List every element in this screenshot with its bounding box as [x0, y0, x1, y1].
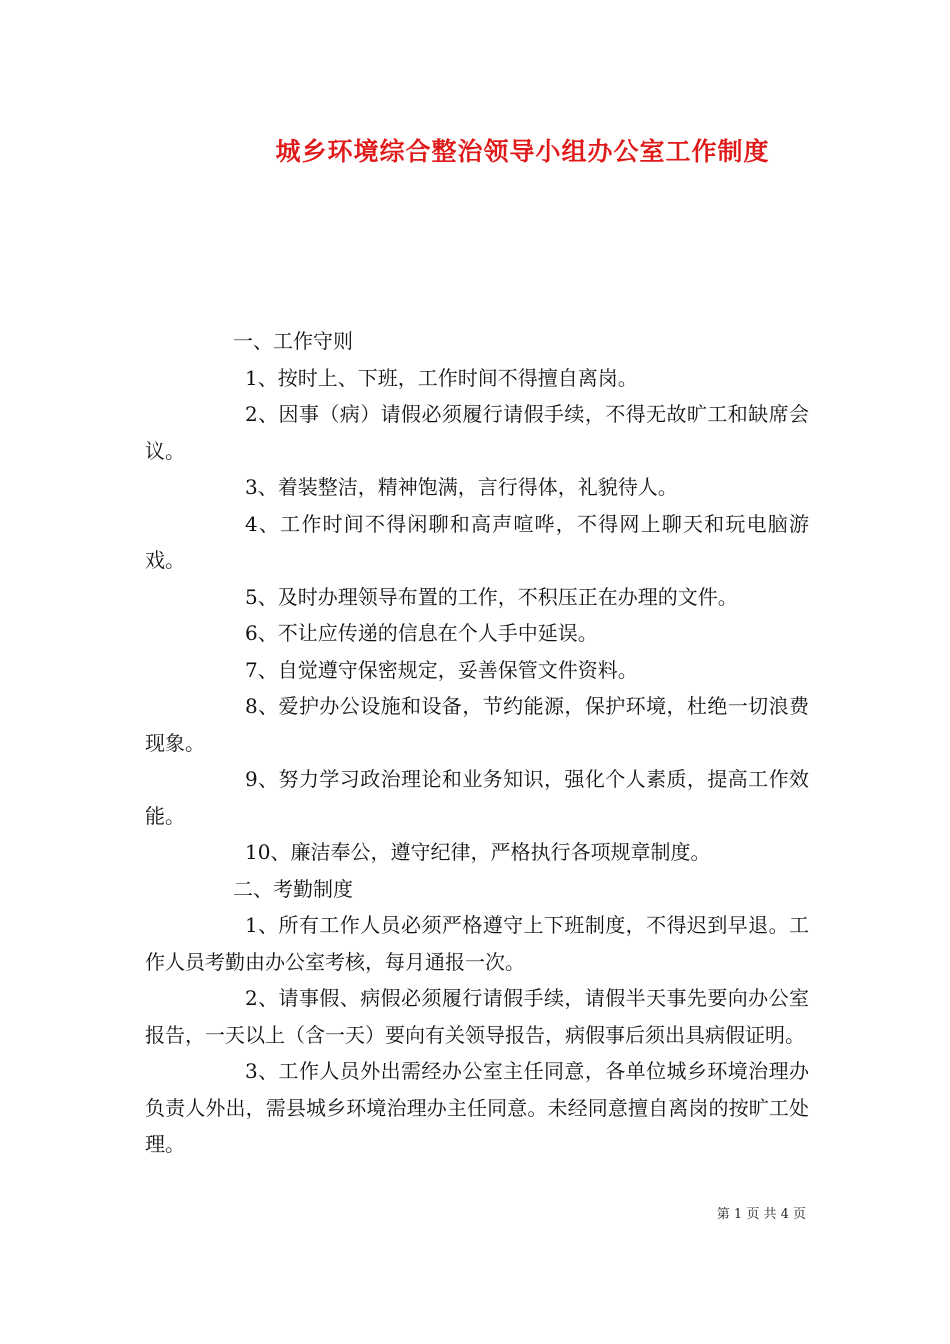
- rule-item-5: 5、及时办理领导布置的工作，不积压正在办理的文件。: [245, 584, 738, 609]
- document-title: 城乡环境综合整治领导小组办公室工作制度: [275, 137, 770, 166]
- section-heading-work-rules: 一、工作守则: [233, 329, 353, 353]
- rule-item-8: 8、爱护办公设施和设备，节约能源，保护环境，杜绝一切浪费现象。: [145, 694, 809, 755]
- rule-item-2: 2、因事（病）请假必须履行请假手续，不得无故旷工和缺席会议。: [145, 402, 809, 463]
- rule-item-10: 10、廉洁奉公，遵守纪律，严格执行各项规章制度。: [245, 840, 711, 864]
- rule-item-6: 6、不让应传递的信息在个人手中延误。: [245, 621, 598, 645]
- rule-item-1: 1、按时上、下班，工作时间不得擅自离岗。: [245, 365, 638, 390]
- rule-item-9: 9、努力学习政治理论和业务知识，强化个人素质，提高工作效能。: [145, 767, 809, 828]
- page-number: 第 1 页 共 4 页: [716, 1207, 806, 1222]
- attendance-item-3: 3、工作人员外出需经办公室主任同意，各单位城乡环境治理办负责人外出，需县城乡环境治理办主任同意。未经同意擅自离岗的按旷工处理。: [145, 1059, 809, 1156]
- document-body: [145, 323, 809, 1163]
- section-heading-attendance: 二、考勤制度: [233, 876, 353, 901]
- rule-item-3: 3、着装整洁，精神饱满，言行得体，礼貌待人。: [245, 475, 678, 499]
- attendance-item-1: 1、所有工作人员必须严格遵守上下班制度，不得迟到早退。工作人员考勤由办公室考核，每月通报一次。: [145, 913, 809, 974]
- attendance-item-2: 2、请事假、病假必须履行请假手续，请假半天事先要向办公室报告，一天以上（含一天）要向有关领导报告，病假事后须出具病假证明。: [145, 986, 809, 1047]
- rule-item-7: 7、自觉遵守保密规定，妥善保管文件资料。: [245, 657, 638, 682]
- rule-item-4: 4、工作时间不得闲聊和高声喧哗，不得网上聊天和玩电脑游戏。: [145, 511, 809, 572]
